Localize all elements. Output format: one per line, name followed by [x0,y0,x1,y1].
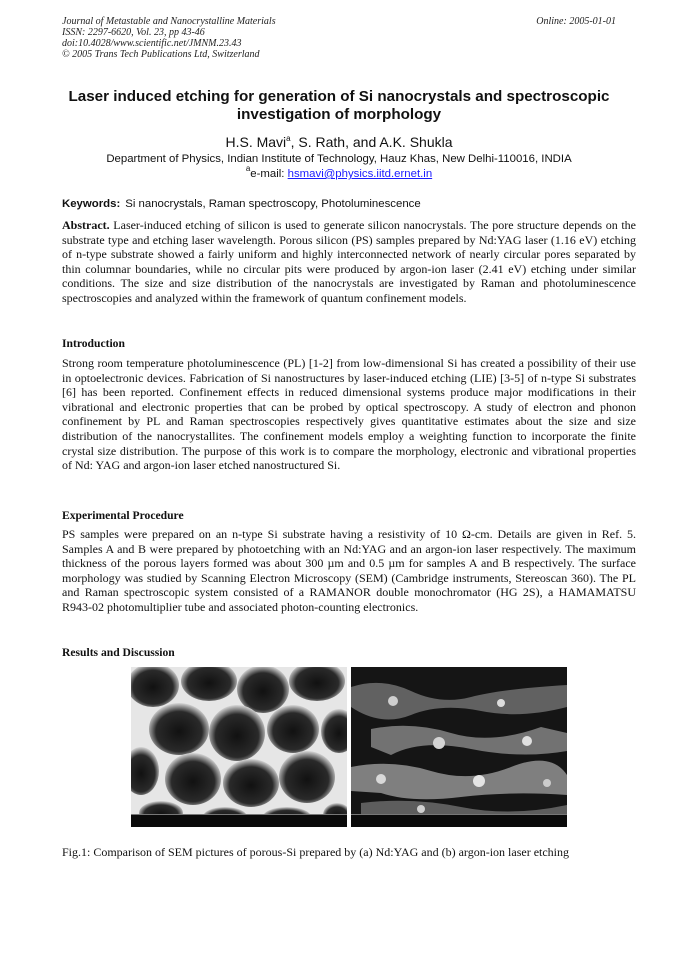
email-line [50,164,628,181]
sem-image-b-graphic [351,667,567,827]
keywords [62,197,622,211]
journal-doi: doi:10.4028/www.scientific.net/JMNM.23.43 [62,38,242,49]
affiliation: Department of Physics, Indian Institute of Technology, Hauz Khas, New Delhi-110016, INDIA [106,153,572,165]
experimental-heading: Experimental Procedure [62,509,184,522]
figure-caption: Fig.1: Comparison of SEM pictures of porous-Si prepared by (a) Nd:YAG and (b) argon-ion laser etching [62,845,570,859]
journal-name: Journal of Metastable and Nanocrystalline Materials [62,16,276,27]
online-date: Online: 2005-01-01 [536,16,616,27]
author-first: H.S. Mavi [225,134,287,150]
introduction-text: Strong room temperature photoluminescence (PL) [1-2] from low-dimensional Si has created a possibility of their use in optoelectronic devices. Fabrication of Si nanostructures by laser-induced etching (LIE) [3-5] of n-type Si substrates [6] has been reported. Confinement effects in reduced dimensional systems produce major modifications in their vibrational and electronic properties that can be probed by optical spectroscopy. A study of electron and phonon confinement by PL and Raman spectroscopies respectively gives quantitative estimates about the size and size distribution of the nanocrystallites. The confinement models employ a weighting function to incorporate the finite crystal size distribution. The purpose of this work is to compare the morphology, electronic and vibrational properties of Nd: YAG and argon-ion laser etched nanostructured Si. [62,356,636,473]
author-list [50,134,628,151]
keywords-label: Keywords: [62,198,121,210]
journal-issn: ISSN: 2297-6620, Vol. 23, pp 43-46 [62,27,205,38]
abstract-label: Abstract. [62,218,110,232]
sem-scale-bar-b [351,814,567,827]
sem-scale-bar-a [131,814,347,827]
sem-image-b [351,667,567,827]
results-heading: Results and Discussion [62,646,175,659]
abstract [62,218,636,306]
paper-title: Laser induced etching for generation of Si nanocrystals and spectroscopic investigation of morphology [68,88,610,123]
experimental-text: PS samples were prepared on an n-type Si substrate having a resistivity of 10 Ω-cm. Details are given in Ref. 5. Samples A and B were prepared by photoetching with an Nd:YAG and an argon-ion laser respectively. The maximum thickness of the porous layers formed was about 300 µm and 0.5 µm for samples A and B respectively. The surface morphology was studied by Scanning Electron Microscopy (SEM) (Cambridge instruments, Stereoscan 360). The PL and Raman spectroscopic system consisted of a RAMANOR double monochromator (HG 2S), a HAMAMATSU R943-02 photomultiplier tube and associated photon-counting electronics. [62,527,636,614]
sem-image-a [131,667,347,827]
sem-image-a-graphic [131,667,347,827]
author-first-superscript: a [286,134,291,143]
email-superscript: a [245,164,251,173]
sem-figure [131,667,568,827]
abstract-text: Laser-induced etching of silicon is used to generate silicon nanocrystals. The pore structure depends on the substrate type and etching laser wavelength. Porous silicon (PS) samples prepared by Nd:YAG laser (1.16 eV) etching of n-type substrate showed a fairly uniform and highly interconnected network of nearly circular pores separated by thin columnar boundaries, while no circular pits were produced by argon-ion laser (2.41 eV) etching under similar conditions. The size and size distribution of the nanocrystals are investigated by Raman and photoluminescence spectroscopies and analyzed within the framework of quantum confinement models. [62,218,636,305]
journal-copyright: © 2005 Trans Tech Publications Ltd, Switzerland [62,49,260,60]
introduction-heading: Introduction [62,337,125,350]
keywords-text: Si nanocrystals, Raman spectroscopy, Photoluminescence [125,198,421,210]
email-label: e-mail: [250,168,288,180]
email-link[interactable]: hsmavi@physics.iitd.ernet.in [287,168,433,180]
journal-header [62,16,482,60]
author-rest: , S. Rath, and A.K. Shukla [290,134,453,150]
